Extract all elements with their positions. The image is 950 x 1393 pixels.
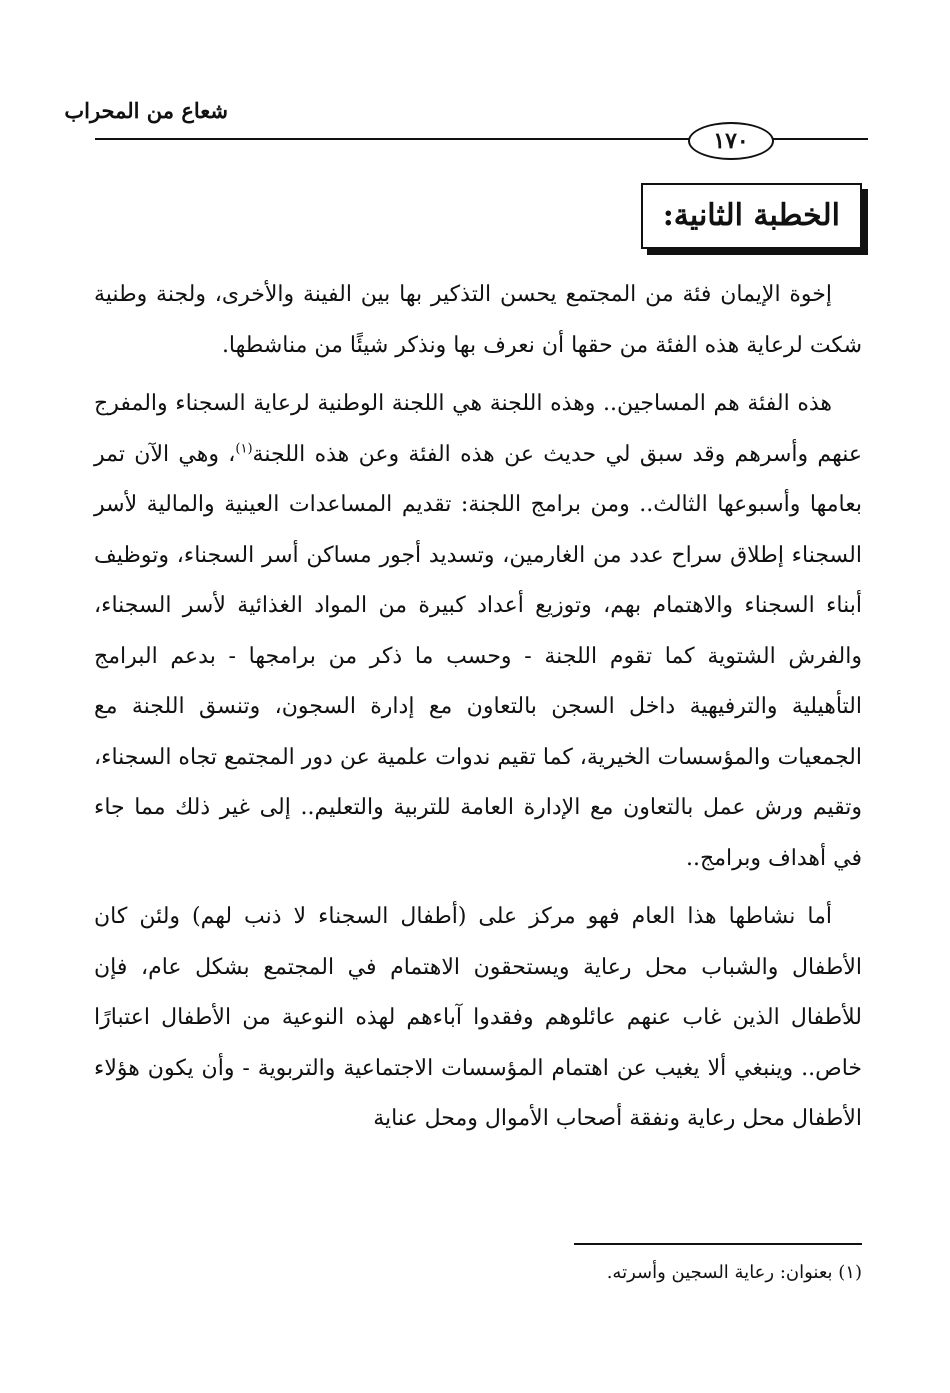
footnote-ref: (١) [235,441,253,457]
running-title: شعاع من المحراب [64,98,228,123]
paragraph-2-part-1: هذه الفئة هم المساجين.. وهذه اللجنة هي اللجنة الوطنية لرعاية السجناء والمفرج عنهم وأسرهم وقد سبق لي حديث عن هذه الفئة وعن هذه اللجنة [94,391,862,467]
section-heading: الخطبة الثانية: [641,183,862,249]
paragraph-3: أما نشاطها هذا العام فهو مركز على (أطفال السجناء لا ذنب لهم) ولئن كان الأطفال والشباب محل رعاية ويستحقون الاهتمام في المجتمع بشكل عام، فإن للأطفال الذين غاب عنهم عائلوهم وفقدوا آباءهم لهذه النوعية من الأطفال اعتبارًا خاص.. وينبغي ألا يغيب عن اهتمام المؤسسات الاجتماعية والتربوية - وأن يكون هؤلاء الأطفال محل رعاية ونفقة أصحاب الأموال ومحل عناية [94,904,862,1131]
footnote-rule [574,1243,862,1245]
paragraph-2-part-2: ، وهي الآن تمر بعامها وأسبوعها الثالث.. ومن برامج اللجنة: تقديم المساعدات العينية والمالية لأسر السجناء إطلاق سراح عدد من الغارمين، وتسديد أجور مساكن أسر السجناء، وتوظيف أبناء السجناء والاهتمام بهم، وتوزيع أعداد كبيرة من المواد الغذائية لأسر السجناء، والفرش الشتوية كما تقوم اللجنة - وحسب ما ذكر من برامجها - بدعم البرامج التأهيلية والترفيهية داخل السجن بالتعاون مع إدارة السجون، وتنسق اللجنة مع الجمعيات والمؤسسات الخيرية، كما تقيم ندوات علمية عن دور المجتمع تجاه السجناء، وتقيم ورش عمل بالتعاون مع الإدارة العامة للتربية والتعليم.. إلى غير ذلك مما جاء في أهداف وبرامج.. [94,441,862,871]
paragraph-2 [94,379,862,884]
body-text [94,270,862,1153]
paragraph-1: إخوة الإيمان فئة من المجتمع يحسن التذكير بها بين الفينة والأخرى، ولجنة وطنية شكت لرعاية هذه الفئة من حقها أن نعرف بها ونذكر شيئًا من مناشطها. [94,282,862,358]
footnote: (١) بعنوان: رعاية السجين وأسرته. [606,1262,862,1283]
page-number: ١٧٠ [688,122,774,160]
